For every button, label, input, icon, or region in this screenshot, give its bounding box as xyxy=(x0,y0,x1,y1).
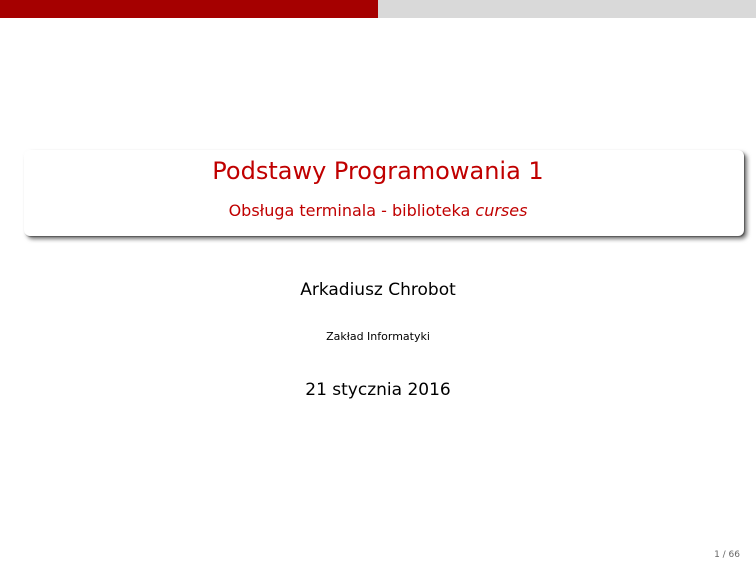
progress-bar-fill xyxy=(0,0,378,18)
institute-name: Zakład Informatyki xyxy=(326,330,430,343)
slide-subtitle xyxy=(0,199,756,223)
page-indicator: 1 / 66 xyxy=(714,550,740,560)
subtitle-text: Obsługa terminala - biblioteka xyxy=(228,201,476,220)
progress-bar xyxy=(0,0,756,18)
slide-title: Podstawy Programowania 1 xyxy=(212,157,544,185)
author-name: Arkadiusz Chrobot xyxy=(300,280,456,300)
subtitle-italic-text: curses xyxy=(475,201,528,220)
presentation-date: 21 stycznia 2016 xyxy=(305,380,451,400)
